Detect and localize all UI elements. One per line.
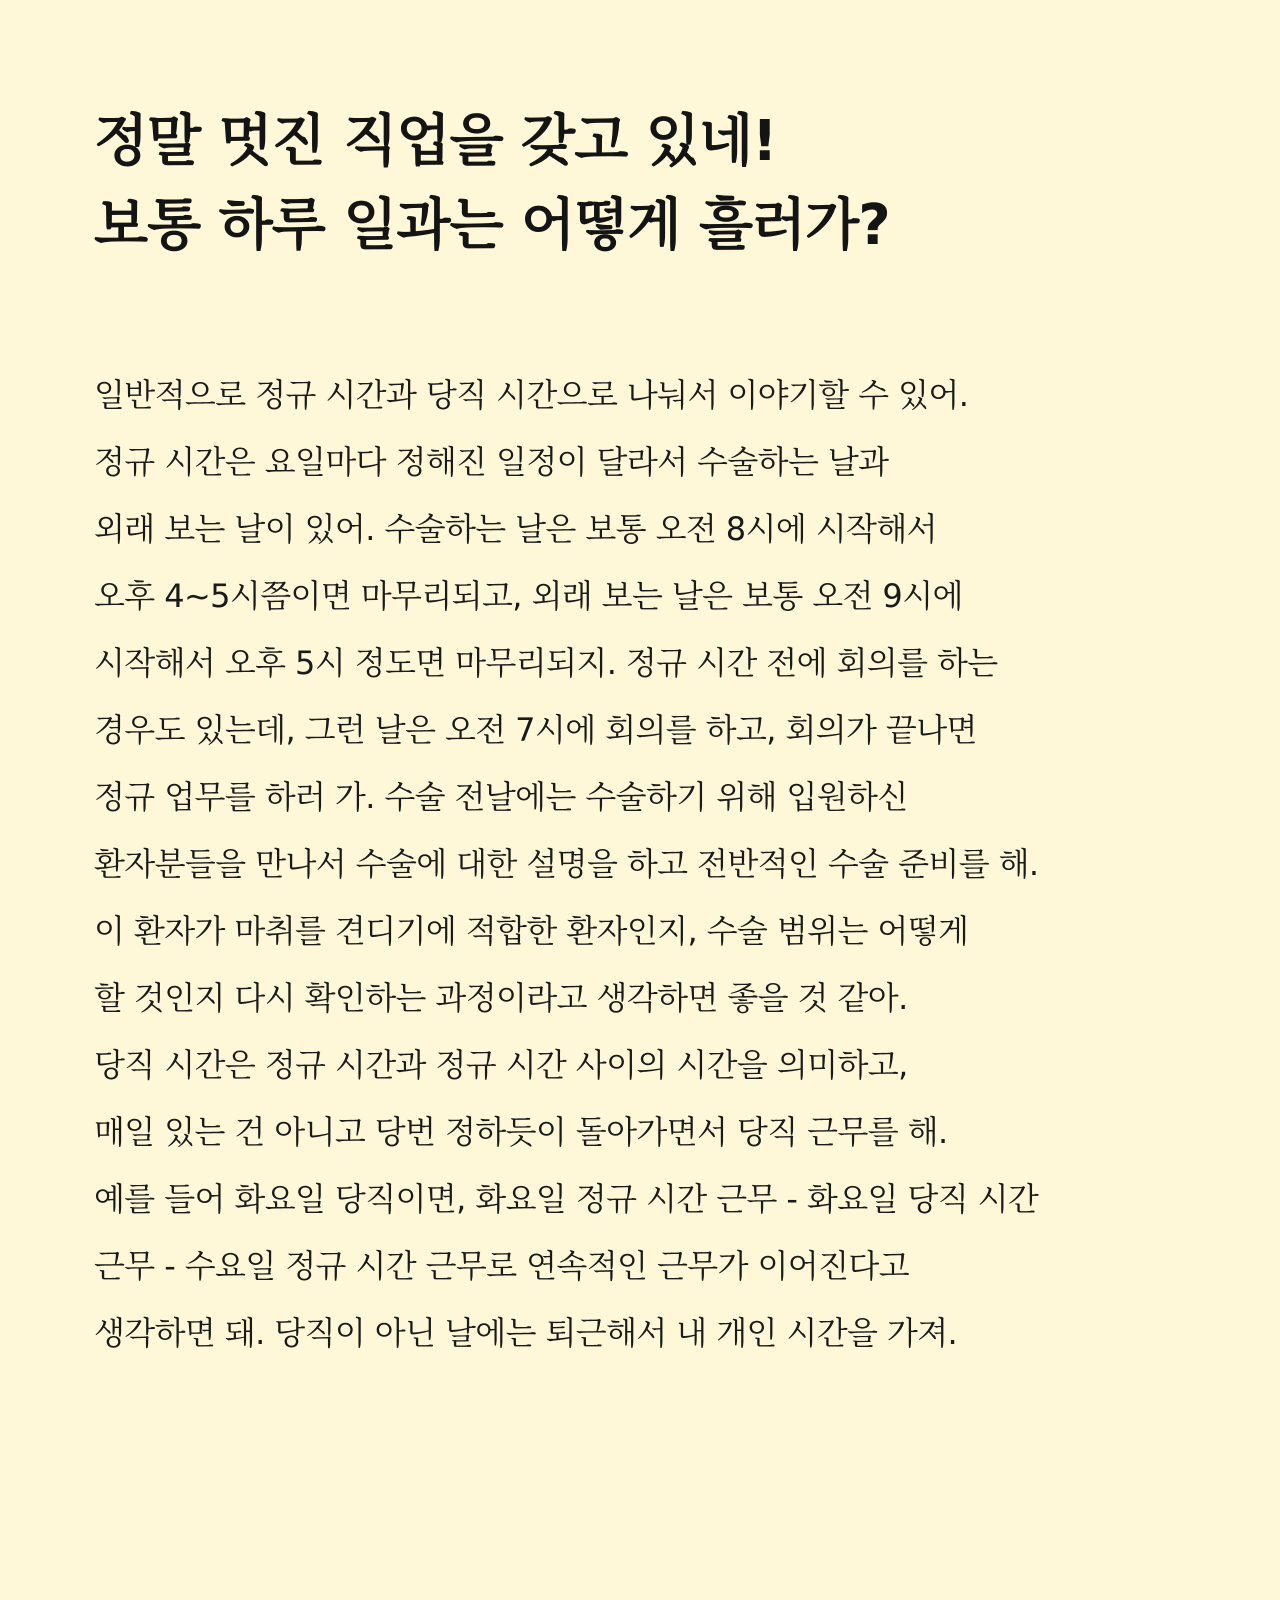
body-line: 생각하면 돼. 당직이 아닌 날에는 퇴근해서 내 개인 시간을 가져. [94,1314,958,1352]
article [94,100,1214,1367]
body-line: 외래 보는 날이 있어. 수술하는 날은 보통 오전 8시에 시작해서 [94,510,937,548]
page-title [94,100,1214,268]
body-line: 근무 - 수요일 정규 시간 근무로 연속적인 근무가 이어진다고 [94,1247,910,1285]
title-line-1: 정말 멋진 직업을 갖고 있네! [94,109,777,174]
body-line: 당직 시간은 정규 시간과 정규 시간 사이의 시간을 의미하고, [94,1046,908,1084]
body-line: 일반적으로 정규 시간과 당직 시간으로 나눠서 이야기할 수 있어. [94,376,969,414]
body-line: 이 환자가 마취를 견디기에 적합한 환자인지, 수술 범위는 어떻게 [94,912,969,950]
body-line: 경우도 있는데, 그런 날은 오전 7시에 회의를 하고, 회의가 끝나면 [94,711,977,749]
body-line: 오후 4~5시쯤이면 마무리되고, 외래 보는 날은 보통 오전 9시에 [94,577,963,615]
body-line: 정규 시간은 요일마다 정해진 일정이 달라서 수술하는 날과 [94,443,889,481]
body-line: 예를 들어 화요일 당직이면, 화요일 정규 시간 근무 - 화요일 당직 시간 [94,1180,1039,1218]
body-line: 할 것인지 다시 확인하는 과정이라고 생각하면 좋을 것 같아. [94,979,908,1017]
body-line: 정규 업무를 하러 가. 수술 전날에는 수술하기 위해 입원하신 [94,778,908,816]
body-line: 매일 있는 건 아니고 당번 정하듯이 돌아가면서 당직 근무를 해. [94,1113,948,1151]
body-line: 시작해서 오후 5시 정도면 마무리되지. 정규 시간 전에 회의를 하는 [94,644,998,682]
body-text [94,362,1214,1367]
title-line-2: 보통 하루 일과는 어떻게 흘러가? [94,193,890,258]
body-line: 환자분들을 만나서 수술에 대한 설명을 하고 전반적인 수술 준비를 해. [94,845,1039,883]
